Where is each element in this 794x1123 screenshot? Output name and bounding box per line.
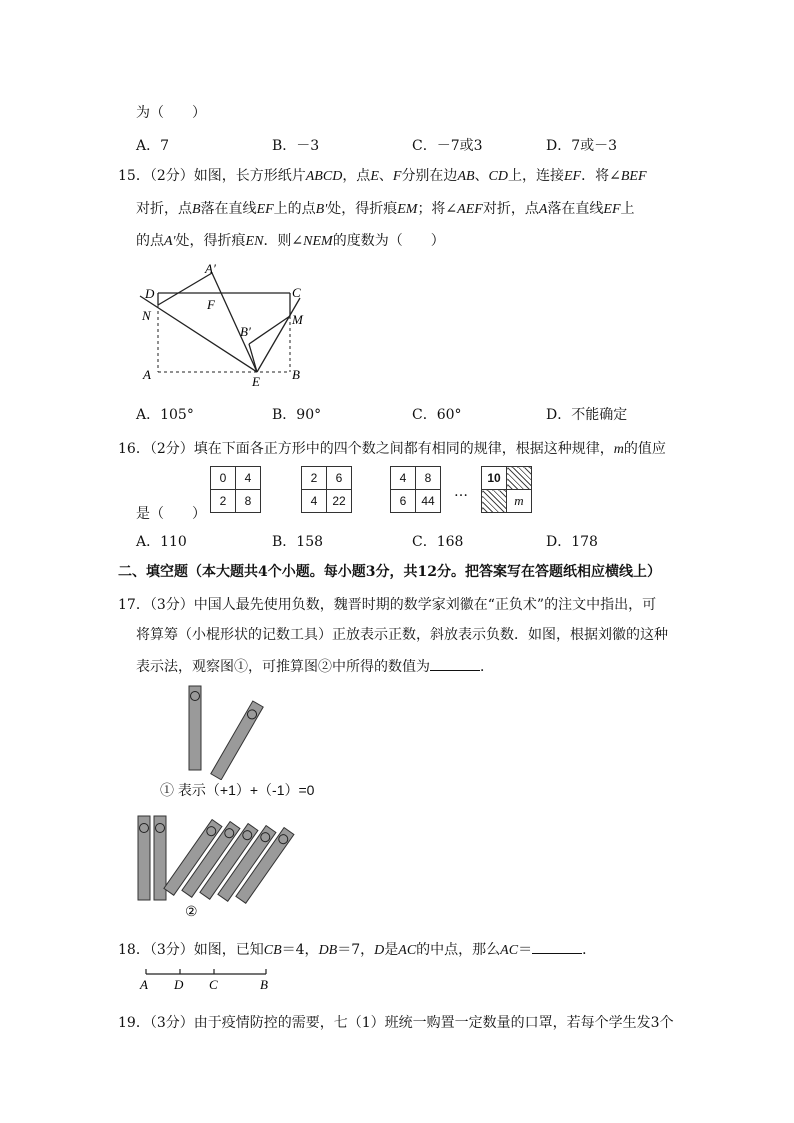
q15-var: AB: [457, 169, 475, 184]
q15-var: AEF: [457, 202, 483, 217]
q16-square-3: [390, 466, 441, 513]
label-a: A: [140, 977, 148, 992]
q15-text: 上: [620, 201, 635, 217]
square-cell: 8: [416, 467, 441, 490]
section-heading: 二、填空题（本大题共4个小题。每小题3分，共12分。把答案写在答题纸相应横线上）: [118, 564, 661, 580]
q18-number: 18．: [118, 942, 150, 958]
line-bm: [249, 316, 290, 344]
q15-option-c: C．60°: [412, 407, 462, 423]
q15-text: 的点: [136, 233, 164, 249]
label-b: B: [260, 977, 268, 992]
q16-option-a: A．110: [136, 534, 187, 550]
square-cell: 0: [211, 467, 236, 490]
slanted-rod: [211, 701, 263, 780]
q15-text: 落在直线: [200, 201, 257, 217]
answer-blank: [430, 658, 480, 671]
q15-var: CD: [488, 169, 508, 184]
label-c: C: [209, 977, 218, 992]
q16-square-1: [210, 466, 261, 513]
q15-line3: [136, 230, 445, 250]
q17-figure-2: [130, 810, 310, 905]
label-b-prime: B′: [240, 324, 251, 339]
q18-var: D: [374, 943, 385, 958]
square-cell: 6: [391, 490, 416, 513]
q18-text: ＝4，: [281, 942, 319, 958]
q15-text: ．则∠: [263, 233, 304, 249]
q18-score: （3分）: [149, 942, 194, 958]
q17-text-end: ．: [480, 659, 494, 675]
q15-text: ；将∠: [417, 201, 458, 217]
q16-text: 填在下面各正方形中的四个数之间都有相同的规律，根据这种规律，: [193, 441, 614, 457]
hatched-cell: [507, 467, 532, 490]
q15-var: A: [538, 202, 548, 217]
square-cell: 6: [327, 467, 352, 490]
q16-option-d: D．178: [546, 534, 598, 550]
q17-score: （3分）: [149, 597, 194, 613]
q17-line1: [118, 594, 656, 614]
q15-var: EM: [397, 202, 418, 217]
q15-var: E: [370, 169, 379, 184]
label-f: F: [207, 297, 215, 312]
q16-square-4: [481, 466, 532, 513]
q16-text-end: 的值应: [623, 441, 666, 457]
q15-line1: [118, 165, 647, 185]
q14-option-b: B．－3: [272, 138, 320, 154]
square-cell: 22: [327, 490, 352, 513]
q18-var: DB: [318, 943, 338, 958]
q18-var: CB: [263, 943, 282, 958]
q15-var: EN: [245, 234, 264, 249]
q15-line2: [136, 198, 635, 218]
label-a-prime: A′: [205, 261, 216, 276]
square-cell: 4: [391, 467, 416, 490]
answer-blank: [532, 941, 582, 954]
label-d: D: [145, 286, 155, 301]
q19-text: 由于疫情防控的需要，七（1）班统一购置一定数量的口罩，若每个学生发3个: [193, 1015, 674, 1031]
label-e: E: [252, 374, 260, 389]
q16-line2: 是（ ）: [136, 506, 206, 522]
q19-number: 19．: [118, 1015, 150, 1031]
q15-text: 的度数为（ ）: [332, 233, 445, 249]
q16-option-b: B．158: [272, 534, 324, 550]
q18-text: 是: [384, 942, 399, 958]
q18-text: 如图，已知: [193, 942, 264, 958]
q15-text: 对折，点: [482, 201, 539, 217]
q18-text: 的中点，那么: [416, 942, 501, 958]
square-cell: 10: [482, 467, 507, 490]
q15-var: EF: [603, 202, 621, 217]
q18-line: [118, 939, 596, 959]
q15-var: B: [192, 202, 201, 217]
q15-var: EF: [256, 202, 274, 217]
q14-option-d: D．7或－3: [546, 138, 618, 154]
label-b: B: [292, 367, 300, 382]
line-na: [158, 273, 212, 305]
q19-score: （3分）: [149, 1015, 194, 1031]
q16-var: m: [613, 442, 624, 457]
q17-fig1-caption: ① 表示（+1）+（-1）=0: [160, 782, 315, 798]
q16-number: 16．: [118, 441, 150, 457]
q16-ellipsis: …: [454, 484, 468, 500]
q15-text: 对折，点: [136, 201, 192, 217]
hatched-cell: [482, 490, 507, 513]
q14-tail: 为（ ）: [136, 105, 206, 121]
label-n: N: [142, 308, 151, 323]
line-em: [257, 298, 300, 372]
q18-segment-figure: [136, 964, 276, 994]
q17-line3: [136, 656, 494, 676]
square-cell: 4: [302, 490, 327, 513]
q15-text: ．将∠: [581, 168, 621, 184]
square-cell: m: [507, 490, 532, 513]
q16-line1: [118, 438, 666, 458]
q14-option-c: C．－7或3: [412, 138, 483, 154]
label-c: C: [292, 285, 301, 300]
q15-text: 分别在边: [401, 168, 458, 184]
square-cell: 2: [302, 467, 327, 490]
q18-text: ＝: [518, 942, 533, 958]
q15-text: 、: [474, 168, 489, 184]
q15-option-a: A．105°: [136, 407, 194, 423]
q15-text: 上，连接: [508, 168, 564, 184]
q17-text: 表示法，观察图①，可推算图②中所得的数值为: [136, 659, 430, 675]
q18-var: AC: [398, 943, 417, 958]
q15-var: F: [392, 169, 402, 184]
q15-var: BEF: [620, 169, 647, 184]
q17-figure-1: [150, 680, 290, 780]
q18-text-end: ．: [582, 942, 597, 958]
label-m: M: [292, 312, 303, 327]
q15-option-d: D．不能确定: [546, 407, 628, 423]
q17-number: 17．: [118, 597, 150, 613]
label-a: A: [143, 367, 151, 382]
q17-text: 中国人最先使用负数，魏晋时期的数学家刘徽在“正负术”的注文中指出，可: [193, 597, 657, 613]
q16-square-2: [301, 466, 352, 513]
square-cell: 44: [416, 490, 441, 513]
q15-text: 上的点: [273, 201, 316, 217]
q16-option-c: C．168: [412, 534, 464, 550]
q17-fig2-caption: ②: [185, 903, 198, 919]
q15-text: 处，得折痕: [327, 201, 398, 217]
q15-var: B': [315, 202, 328, 217]
square-cell: 2: [211, 490, 236, 513]
q15-text: ，点: [342, 168, 371, 184]
q15-var: A': [164, 234, 176, 249]
q15-var: NEM: [303, 234, 333, 249]
q15-figure: [130, 258, 320, 393]
q15-var: ABCD: [305, 169, 343, 184]
q15-score: （2分）: [149, 168, 194, 184]
q14-option-a: A．7: [136, 138, 170, 154]
q16-score: （2分）: [149, 441, 194, 457]
q15-text: 、: [378, 168, 393, 184]
square-cell: 8: [236, 490, 261, 513]
q18-var: AC: [500, 943, 519, 958]
q18-text: ＝7，: [337, 942, 375, 958]
q15-text: 处，得折痕: [175, 233, 246, 249]
q15-text: 落在直线: [547, 201, 604, 217]
q15-var: EF: [564, 169, 582, 184]
q15-number: 15．: [118, 168, 150, 184]
label-d: D: [174, 977, 184, 992]
q15-option-b: B．90°: [272, 407, 322, 423]
q17-line2: 将算筹（小棍形状的记数工具）正放表示正数，斜放表示负数．如图，根据刘徽的这种: [136, 627, 668, 643]
q19-line1: [118, 1012, 674, 1032]
q15-text: 如图，长方形纸片: [193, 168, 306, 184]
square-cell: 4: [236, 467, 261, 490]
